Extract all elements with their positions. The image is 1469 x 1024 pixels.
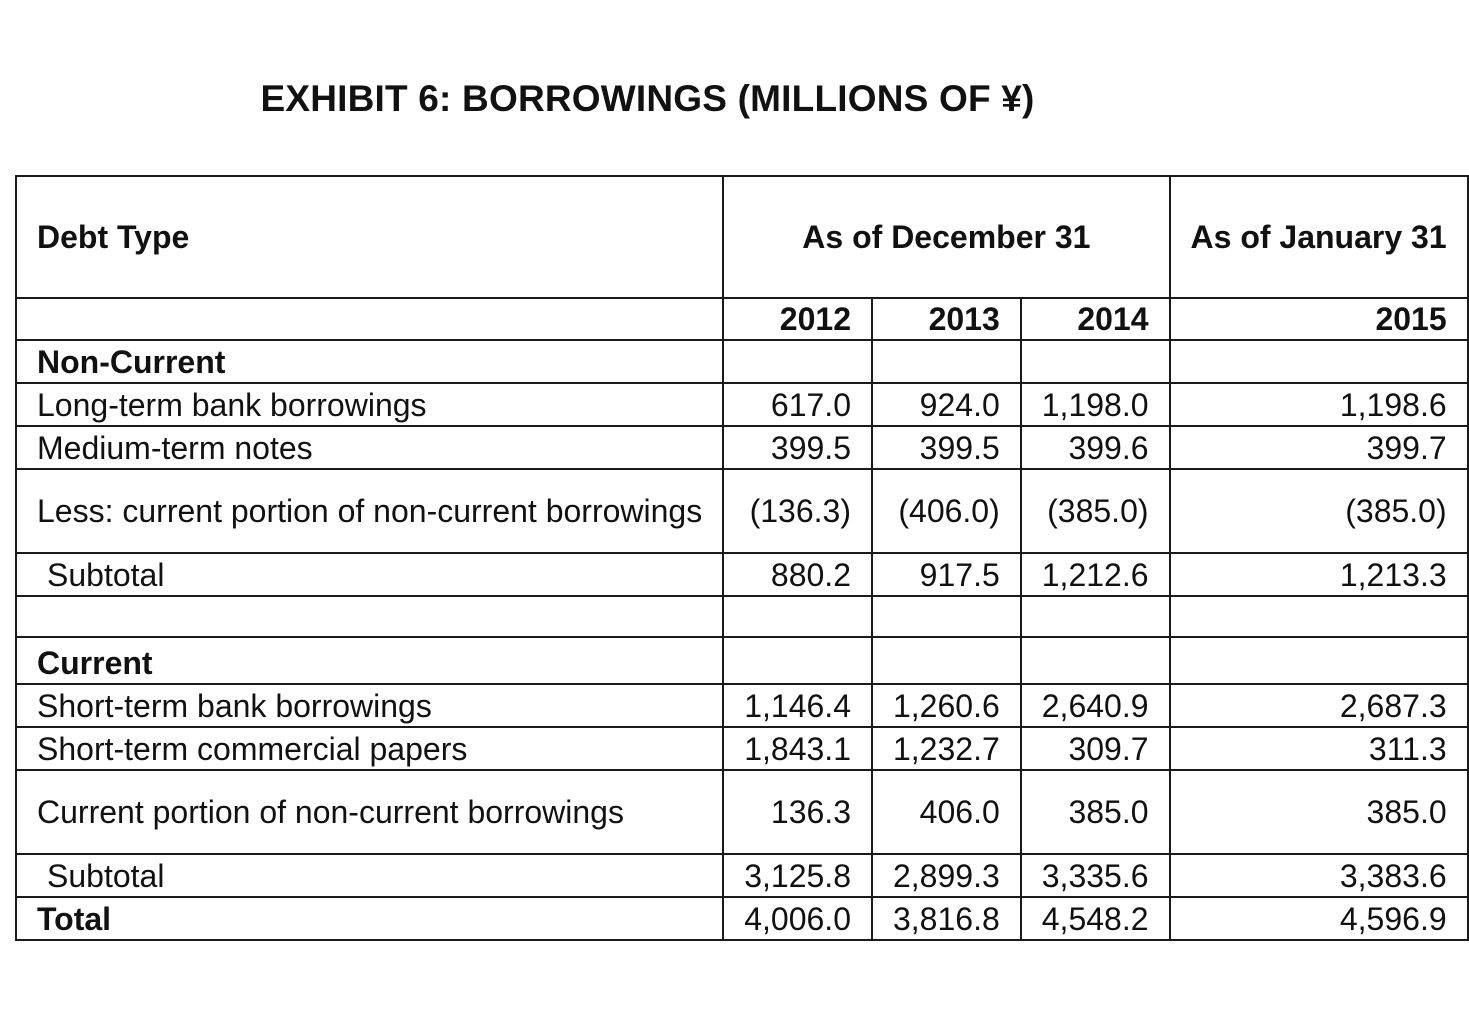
non-current-subtotal-row — [16, 553, 1468, 596]
table-row — [16, 770, 1468, 854]
empty-cell — [723, 637, 872, 684]
current-heading: Current — [16, 637, 723, 684]
cell-2014: 2,640.9 — [1021, 684, 1170, 727]
cell-2012: 4,006.0 — [723, 897, 872, 940]
header-as-of-december: As of December 31 — [723, 176, 1169, 298]
row-label: Long-term bank borrowings — [16, 383, 723, 426]
header-debt-type: Debt Type — [16, 176, 723, 298]
cell-2013: (406.0) — [872, 469, 1021, 553]
current-heading-row — [16, 637, 1468, 684]
row-label: Less: current portion of non-current borrowings — [16, 469, 723, 553]
cell-2015: 311.3 — [1170, 727, 1468, 770]
cell-2014: 1,198.0 — [1021, 383, 1170, 426]
cell-2012: (136.3) — [723, 469, 872, 553]
empty-cell — [1170, 637, 1468, 684]
non-current-heading-row — [16, 340, 1468, 383]
table-row — [16, 684, 1468, 727]
cell-2015: 2,687.3 — [1170, 684, 1468, 727]
year-2013: 2013 — [872, 298, 1021, 340]
table-header-row — [16, 176, 1468, 298]
cell-2012: 399.5 — [723, 426, 872, 469]
cell-2014: 4,548.2 — [1021, 897, 1170, 940]
non-current-heading: Non-Current — [16, 340, 723, 383]
cell-2012: 617.0 — [723, 383, 872, 426]
cell-2015: 399.7 — [1170, 426, 1468, 469]
empty-cell — [723, 340, 872, 383]
row-label: Short-term commercial papers — [16, 727, 723, 770]
cell-2014: 309.7 — [1021, 727, 1170, 770]
row-label: Short-term bank borrowings — [16, 684, 723, 727]
cell-2012: 1,843.1 — [723, 727, 872, 770]
cell-2013: 406.0 — [872, 770, 1021, 854]
year-2012: 2012 — [723, 298, 872, 340]
cell-2015: 3,383.6 — [1170, 854, 1468, 897]
spacer-row — [16, 596, 1468, 637]
empty-cell — [1021, 596, 1170, 637]
exhibit-title: EXHIBIT 6: BORROWINGS (MILLIONS OF ¥) — [260, 78, 1035, 119]
current-subtotal-row — [16, 854, 1468, 897]
cell-2014: (385.0) — [1021, 469, 1170, 553]
cell-2012: 3,125.8 — [723, 854, 872, 897]
empty-cell — [16, 596, 723, 637]
cell-2013: 924.0 — [872, 383, 1021, 426]
empty-cell — [1021, 637, 1170, 684]
total-label: Total — [16, 897, 723, 940]
empty-cell — [1021, 340, 1170, 383]
cell-2015: 1,213.3 — [1170, 553, 1468, 596]
table-row — [16, 469, 1468, 553]
cell-2012: 880.2 — [723, 553, 872, 596]
header-as-of-january: As of January 31 — [1170, 176, 1468, 298]
year-row — [16, 298, 1468, 340]
table-row — [16, 727, 1468, 770]
cell-2014: 3,335.6 — [1021, 854, 1170, 897]
cell-2014: 1,212.6 — [1021, 553, 1170, 596]
cell-2013: 399.5 — [872, 426, 1021, 469]
cell-2012: 1,146.4 — [723, 684, 872, 727]
empty-cell — [872, 637, 1021, 684]
empty-cell — [1170, 340, 1468, 383]
cell-2015: 1,198.6 — [1170, 383, 1468, 426]
empty-cell — [872, 596, 1021, 637]
borrowings-table — [15, 175, 1469, 941]
row-label: Current portion of non-current borrowings — [16, 770, 723, 854]
cell-2014: 385.0 — [1021, 770, 1170, 854]
subtotal-label: Subtotal — [16, 553, 723, 596]
total-row — [16, 897, 1468, 940]
empty-cell — [723, 596, 872, 637]
cell-2012: 136.3 — [723, 770, 872, 854]
cell-2013: 1,260.6 — [872, 684, 1021, 727]
year-2015: 2015 — [1170, 298, 1468, 340]
row-label: Medium-term notes — [16, 426, 723, 469]
year-row-blank — [16, 298, 723, 340]
cell-2015: 385.0 — [1170, 770, 1468, 854]
cell-2014: 399.6 — [1021, 426, 1170, 469]
empty-cell — [1170, 596, 1468, 637]
table-row — [16, 426, 1468, 469]
cell-2013: 3,816.8 — [872, 897, 1021, 940]
cell-2015: 4,596.9 — [1170, 897, 1468, 940]
table-row — [16, 383, 1468, 426]
cell-2015: (385.0) — [1170, 469, 1468, 553]
year-2014: 2014 — [1021, 298, 1170, 340]
cell-2013: 1,232.7 — [872, 727, 1021, 770]
cell-2013: 2,899.3 — [872, 854, 1021, 897]
cell-2013: 917.5 — [872, 553, 1021, 596]
subtotal-label: Subtotal — [16, 854, 723, 897]
empty-cell — [872, 340, 1021, 383]
